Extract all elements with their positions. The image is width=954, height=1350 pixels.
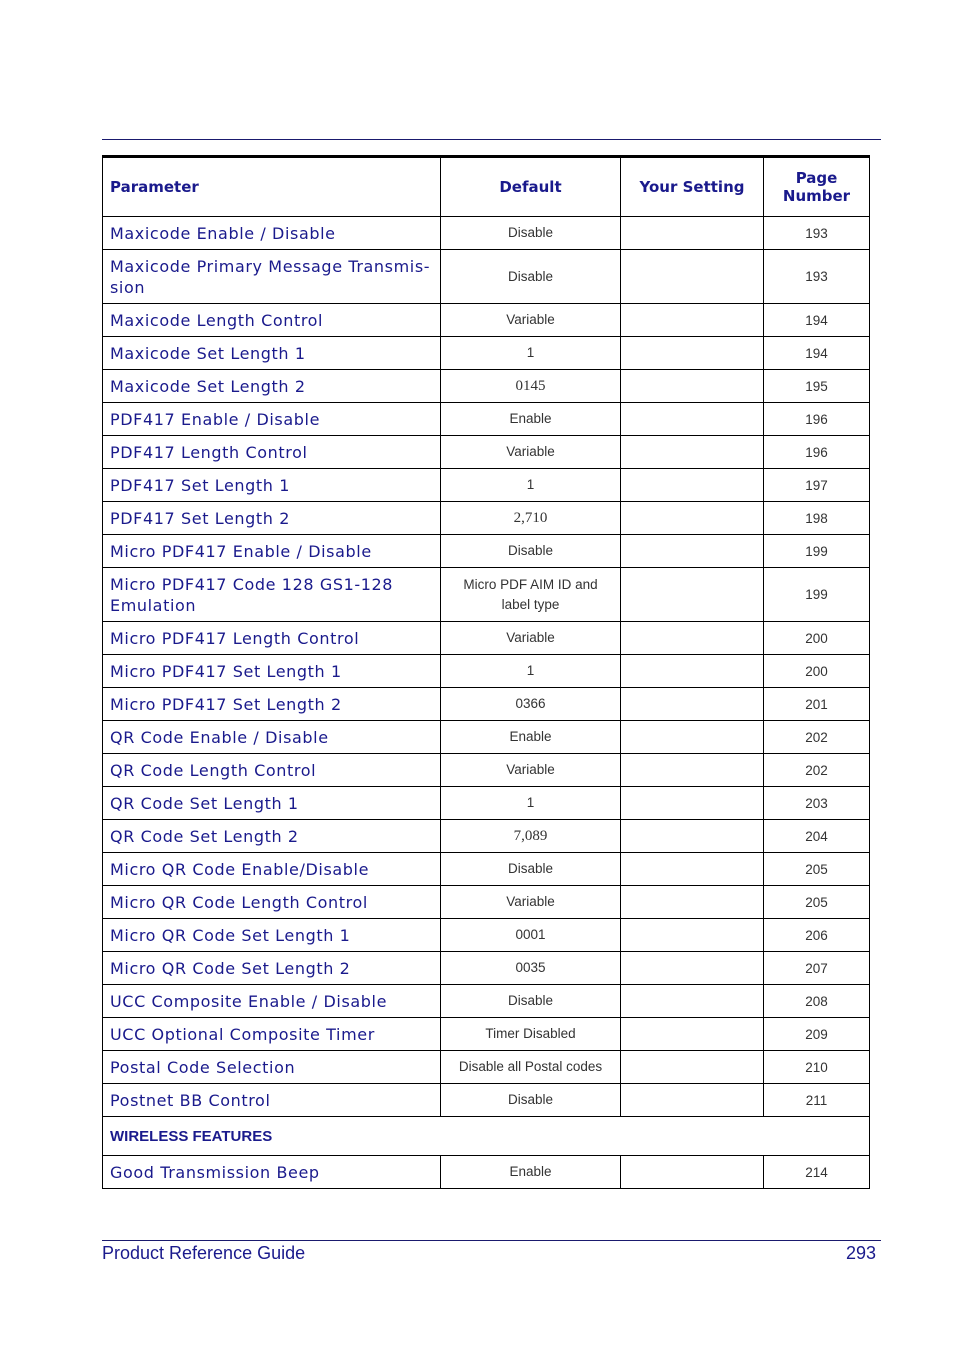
your-setting-cell	[621, 655, 764, 688]
parameter-link[interactable]: UCC Optional Composite Timer	[103, 1018, 441, 1051]
default-value: Micro PDF AIM ID and label type	[441, 568, 621, 622]
page-number: 214	[764, 1156, 870, 1189]
table-row	[103, 952, 870, 985]
default-value: Variable	[441, 754, 621, 787]
your-setting-cell	[621, 952, 764, 985]
header-page-number	[764, 157, 870, 217]
your-setting-cell	[621, 535, 764, 568]
section-title: WIRELESS FEATURES	[103, 1117, 870, 1156]
parameter-link[interactable]: Micro PDF417 Enable / Disable	[103, 535, 441, 568]
parameter-link[interactable]: Postnet BB Control	[103, 1084, 441, 1117]
default-value: 1	[441, 655, 621, 688]
parameter-link[interactable]: Micro QR Code Set Length 1	[103, 919, 441, 952]
footer-rule	[102, 1240, 881, 1241]
page-number: 204	[764, 820, 870, 853]
table-row	[103, 721, 870, 754]
page-number: 202	[764, 721, 870, 754]
page-number: 203	[764, 787, 870, 820]
header-parameter: Parameter	[103, 157, 441, 217]
your-setting-cell	[621, 853, 764, 886]
table-row	[103, 1084, 870, 1117]
table-row	[103, 250, 870, 304]
page-number: 209	[764, 1018, 870, 1051]
parameter-link[interactable]: Maxicode Enable / Disable	[103, 217, 441, 250]
table-row	[103, 622, 870, 655]
parameter-link[interactable]: PDF417 Enable / Disable	[103, 403, 441, 436]
your-setting-cell	[621, 337, 764, 370]
table-row	[103, 568, 870, 622]
page-number: 199	[764, 535, 870, 568]
default-value: Disable	[441, 217, 621, 250]
your-setting-cell	[621, 787, 764, 820]
table-row	[103, 337, 870, 370]
table-row	[103, 787, 870, 820]
default-value: 1	[441, 787, 621, 820]
page-number: 196	[764, 403, 870, 436]
header-your-setting: Your Setting	[621, 157, 764, 217]
header-rule	[102, 139, 881, 140]
default-value: Variable	[441, 622, 621, 655]
your-setting-cell	[621, 886, 764, 919]
your-setting-cell	[621, 403, 764, 436]
table-row	[103, 502, 870, 535]
parameter-link[interactable]: Postal Code Selection	[103, 1051, 441, 1084]
parameter-link[interactable]: PDF417 Length Control	[103, 436, 441, 469]
your-setting-cell	[621, 370, 764, 403]
parameter-link[interactable]: Micro PDF417 Length Control	[103, 622, 441, 655]
page-number: 211	[764, 1084, 870, 1117]
your-setting-cell	[621, 1084, 764, 1117]
parameter-link[interactable]: Maxicode Set Length 1	[103, 337, 441, 370]
page-number: 202	[764, 754, 870, 787]
parameter-link[interactable]: Micro PDF417 Code 128 GS1-128 Emulation	[103, 568, 441, 622]
parameter-link[interactable]: Maxicode Primary Message Transmis-sion	[103, 250, 441, 304]
default-value: Disable	[441, 985, 621, 1018]
table-row	[103, 469, 870, 502]
parameter-link[interactable]: Micro PDF417 Set Length 2	[103, 688, 441, 721]
parameter-link[interactable]: QR Code Enable / Disable	[103, 721, 441, 754]
default-value: Enable	[441, 1156, 621, 1189]
your-setting-cell	[621, 985, 764, 1018]
parameter-table	[102, 155, 870, 1189]
parameter-link[interactable]: QR Code Set Length 1	[103, 787, 441, 820]
page-number: 206	[764, 919, 870, 952]
default-value: Disable	[441, 535, 621, 568]
page-number: 194	[764, 337, 870, 370]
default-value: Disable	[441, 853, 621, 886]
page-number: 210	[764, 1051, 870, 1084]
parameter-link[interactable]: QR Code Set Length 2	[103, 820, 441, 853]
parameter-link[interactable]: Micro QR Code Enable/Disable	[103, 853, 441, 886]
default-value: Disable all Postal codes	[441, 1051, 621, 1084]
page-number: 208	[764, 985, 870, 1018]
page-number: 205	[764, 886, 870, 919]
parameter-link[interactable]: PDF417 Set Length 1	[103, 469, 441, 502]
table-row	[103, 535, 870, 568]
your-setting-cell	[621, 250, 764, 304]
your-setting-cell	[621, 1018, 764, 1051]
page-number: 198	[764, 502, 870, 535]
table-header-row	[103, 157, 870, 217]
your-setting-cell	[621, 919, 764, 952]
page-number: 194	[764, 304, 870, 337]
default-value: Disable	[441, 1084, 621, 1117]
default-value: 0366	[441, 688, 621, 721]
table-row	[103, 1051, 870, 1084]
table-row	[103, 436, 870, 469]
your-setting-cell	[621, 1156, 764, 1189]
default-value: 0145	[441, 370, 621, 403]
parameter-link[interactable]: Maxicode Length Control	[103, 304, 441, 337]
parameter-link[interactable]: QR Code Length Control	[103, 754, 441, 787]
your-setting-cell	[621, 469, 764, 502]
page-number: 201	[764, 688, 870, 721]
page-number: 193	[764, 250, 870, 304]
default-value: 1	[441, 469, 621, 502]
default-value: Variable	[441, 886, 621, 919]
parameter-link[interactable]: Micro PDF417 Set Length 1	[103, 655, 441, 688]
header-page-line2: Number	[782, 187, 851, 205]
table-row	[103, 1018, 870, 1051]
table-row	[103, 217, 870, 250]
your-setting-cell	[621, 820, 764, 853]
your-setting-cell	[621, 502, 764, 535]
section-header-row	[103, 1117, 870, 1156]
your-setting-cell	[621, 754, 764, 787]
page-number: 196	[764, 436, 870, 469]
default-value: 7,089	[441, 820, 621, 853]
parameter-link[interactable]: Maxicode Set Length 2	[103, 370, 441, 403]
table-row	[103, 919, 870, 952]
page-number: 195	[764, 370, 870, 403]
default-value: Enable	[441, 403, 621, 436]
footer-page-number: 293	[845, 1243, 876, 1263]
parameter-link[interactable]: Good Transmission Beep	[103, 1156, 441, 1189]
footer-title: Product Reference Guide	[102, 1243, 306, 1263]
default-value: Variable	[441, 304, 621, 337]
table-row	[103, 853, 870, 886]
page-number: 200	[764, 622, 870, 655]
page-number: 207	[764, 952, 870, 985]
your-setting-cell	[621, 568, 764, 622]
page-number: 200	[764, 655, 870, 688]
default-value: 0001	[441, 919, 621, 952]
header-default: Default	[441, 157, 621, 217]
header-page-line1: Page	[795, 169, 838, 187]
default-value: 1	[441, 337, 621, 370]
default-value: 2,710	[441, 502, 621, 535]
page-number: 199	[764, 568, 870, 622]
parameter-link[interactable]: UCC Composite Enable / Disable	[103, 985, 441, 1018]
table-row	[103, 370, 870, 403]
parameter-link[interactable]: Micro QR Code Set Length 2	[103, 952, 441, 985]
your-setting-cell	[621, 217, 764, 250]
your-setting-cell	[621, 304, 764, 337]
table-row	[103, 403, 870, 436]
table-row	[103, 304, 870, 337]
default-value: Enable	[441, 721, 621, 754]
page-number: 205	[764, 853, 870, 886]
default-value: Variable	[441, 436, 621, 469]
parameter-link[interactable]: PDF417 Set Length 2	[103, 502, 441, 535]
your-setting-cell	[621, 1051, 764, 1084]
page-number: 197	[764, 469, 870, 502]
default-value: Disable	[441, 250, 621, 304]
parameter-link[interactable]: Micro QR Code Length Control	[103, 886, 441, 919]
page-number: 193	[764, 217, 870, 250]
your-setting-cell	[621, 721, 764, 754]
your-setting-cell	[621, 436, 764, 469]
table-row	[103, 1156, 870, 1189]
table-row	[103, 688, 870, 721]
table-row	[103, 655, 870, 688]
table-row	[103, 886, 870, 919]
your-setting-cell	[621, 622, 764, 655]
table-row	[103, 820, 870, 853]
table-row	[103, 754, 870, 787]
default-value: 0035	[441, 952, 621, 985]
your-setting-cell	[621, 688, 764, 721]
table-row	[103, 985, 870, 1018]
default-value: Timer Disabled	[441, 1018, 621, 1051]
